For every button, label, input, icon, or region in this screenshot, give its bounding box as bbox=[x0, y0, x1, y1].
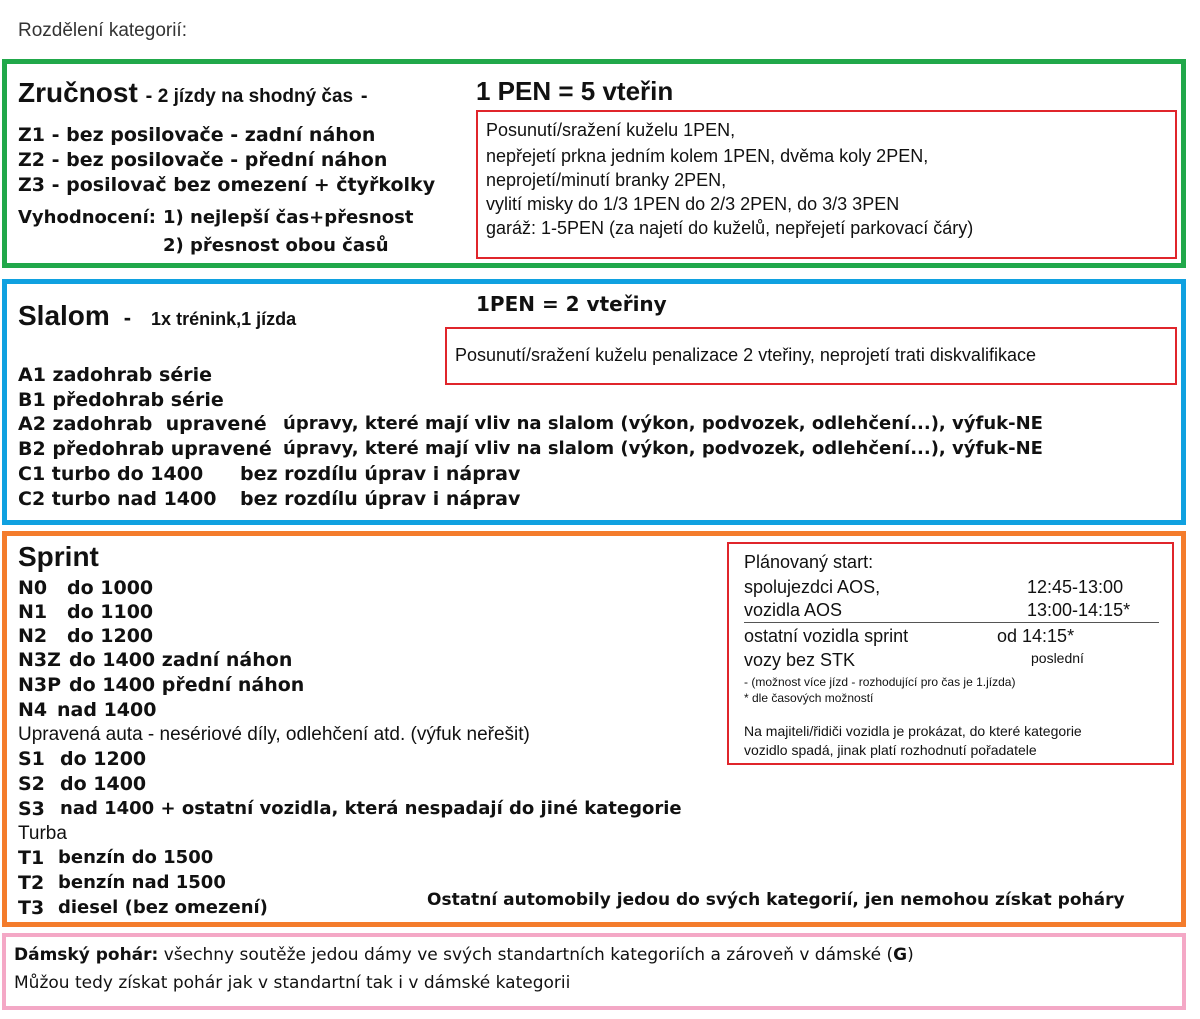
sprint-cat-desc: do 1000 bbox=[67, 577, 154, 599]
sprint-cat-code: N3P bbox=[18, 674, 62, 696]
slalom-cat-c2-desc: bez rozdílu úprav i náprav bbox=[240, 488, 521, 510]
zrucnost-cat-z3: Z3 - posilovač bez omezení + čtyřkolky bbox=[18, 174, 436, 196]
penalty-line: neprojetí/minutí branky 2PEN, bbox=[486, 170, 727, 190]
slalom-title: Slalom - 1x trénink,1 jízda bbox=[18, 300, 297, 331]
zrucnost-title-text: Zručnost bbox=[18, 77, 138, 108]
slalom-cat-c1: C1 turbo do 1400 bbox=[18, 463, 204, 485]
sprint-cat-code: S2 bbox=[18, 773, 45, 795]
slalom-cat-a1: A1 zadohrab série bbox=[18, 364, 212, 386]
schedule-note: - (možnost více jízd - rozhodující pro čas je 1.jízda) bbox=[744, 675, 1016, 689]
sprint-cat-desc: diesel (bez omezení) bbox=[58, 897, 268, 918]
sprint-cat-desc: benzín do 1500 bbox=[58, 847, 214, 868]
zrucnost-title: Zručnost - 2 jízdy na shodný čas - bbox=[18, 77, 368, 108]
damsky-label: Dámský pohár: bbox=[14, 945, 159, 965]
sprint-cat-desc: nad 1400 bbox=[57, 699, 157, 721]
slalom-cat-b1: B1 předohrab série bbox=[18, 389, 224, 411]
schedule-row-time: poslední bbox=[1031, 650, 1084, 666]
sprint-cat-code: N3Z bbox=[18, 649, 61, 671]
sprint-cat-code: N4 bbox=[18, 699, 48, 721]
slalom-cat-a2: A2 zadohrab upravené bbox=[18, 413, 267, 435]
damsky-text-1: všechny soutěže jedou dámy ve svých standartních kategoriích a zároveň v dámské ( bbox=[163, 945, 894, 965]
penalty-line: Posunutí/sražení kuželu 1PEN, bbox=[486, 120, 736, 140]
sprint-cat-code: T2 bbox=[18, 872, 45, 894]
damsky-line-2: Můžou tedy získat pohár jak v standartní tak i v dámské kategorii bbox=[14, 973, 571, 993]
zrucnost-eval-label: Vyhodnocení: bbox=[18, 207, 156, 228]
slalom-penalty-box bbox=[445, 327, 1177, 385]
slalom-subtitle: 1x trénink,1 jízda bbox=[151, 309, 297, 329]
sprint-cat-code: T3 bbox=[18, 897, 45, 919]
sprint-cat-desc: do 1200 bbox=[60, 748, 147, 770]
sprint-cat-desc: do 1400 přední náhon bbox=[69, 674, 305, 696]
sprint-cat-code: T1 bbox=[18, 847, 45, 869]
sprint-cat-code: N1 bbox=[18, 601, 48, 623]
sprint-cat-code: S1 bbox=[18, 748, 45, 770]
schedule-row-label: spolujezdci AOS, bbox=[744, 577, 881, 597]
schedule-row-time: 12:45-13:00 bbox=[1027, 577, 1124, 597]
schedule-row-time: 13:00-14:15* bbox=[1027, 600, 1131, 620]
schedule-row-time: od 14:15* bbox=[997, 626, 1075, 646]
sprint-cat-desc: do 1200 bbox=[67, 625, 154, 647]
schedule-note: Na majiteli/řidiči vozidla je prokázat, do které kategorie bbox=[744, 723, 1082, 739]
penalty-line: garáž: 1-5PEN (za najetí do kuželů, nepřejetí parkovací čáry) bbox=[486, 218, 974, 238]
zrucnost-eval-2: 2) přesnost obou časů bbox=[163, 235, 389, 256]
sprint-cat-code: N2 bbox=[18, 625, 48, 647]
damsky-g: G bbox=[893, 945, 908, 965]
slalom-cat-c1-desc: bez rozdílu úprav i náprav bbox=[240, 463, 521, 485]
damsky-text-1-end: ) bbox=[907, 945, 914, 965]
slalom-cat-c2: C2 turbo nad 1400 bbox=[18, 488, 217, 510]
schedule-note: vozidlo spadá, jinak platí rozhodnutí pořadatele bbox=[744, 742, 1037, 758]
zrucnost-penalty-box bbox=[476, 110, 1177, 259]
damsky-line-1 bbox=[14, 945, 914, 965]
zrucnost-cat-z2: Z2 - bez posilovače - přední náhon bbox=[18, 149, 388, 171]
schedule-note: * dle časových možností bbox=[744, 691, 874, 705]
schedule-row-label: vozy bez STK bbox=[744, 650, 856, 670]
penalty-line: nepřejetí prkna jedním kolem 1PEN, dvěma koly 2PEN, bbox=[486, 146, 929, 166]
sprint-upravena-heading: Upravená auta - nesériové díly, odlehčení atd. (výfuk neřešit) bbox=[18, 724, 530, 745]
sprint-others-note: Ostatní automobily jedou do svých kategorií, jen nemohou získat poháry bbox=[427, 890, 1125, 910]
zrucnost-cat-z1: Z1 - bez posilovače - zadní náhon bbox=[18, 124, 376, 146]
slalom-pen-rule: 1PEN = 2 vteřiny bbox=[476, 292, 667, 316]
sprint-title: Sprint bbox=[18, 541, 99, 572]
slalom-cat-b2: B2 předohrab upravené bbox=[18, 438, 272, 460]
schedule-row-label: ostatní vozidla sprint bbox=[744, 626, 909, 646]
sprint-cat-desc: nad 1400 + ostatní vozidla, která nespadají do jiné kategorie bbox=[60, 798, 682, 819]
zrucnost-pen-rule: 1 PEN = 5 vteřin bbox=[476, 76, 674, 106]
sprint-cat-desc: do 1400 zadní náhon bbox=[69, 649, 293, 671]
penalty-line: vylití misky do 1/3 1PEN do 2/3 2PEN, do 3/3 3PEN bbox=[486, 194, 900, 214]
sprint-cat-code: S3 bbox=[18, 798, 45, 820]
schedule-row-label: vozidla AOS bbox=[744, 600, 843, 620]
schedule-heading: Plánovaný start: bbox=[744, 552, 874, 572]
zrucnost-dash: - bbox=[145, 85, 158, 107]
zrucnost-eval-1: 1) nejlepší čas+přesnost bbox=[163, 207, 414, 228]
slalom-cat-a2-desc: úpravy, které mají vliv na slalom (výkon, podvozek, odlehčení...), výfuk-NE bbox=[283, 413, 1043, 434]
schedule-divider bbox=[744, 622, 1159, 623]
sprint-schedule-box bbox=[727, 542, 1174, 765]
page-title: Rozdělení kategorií: bbox=[18, 20, 187, 41]
zrucnost-subtitle: 2 jízdy na shodný čas bbox=[157, 86, 354, 107]
slalom-title-text: Slalom bbox=[18, 300, 110, 331]
slalom-cat-b2-desc: úpravy, které mají vliv na slalom (výkon, podvozek, odlehčení...), výfuk-NE bbox=[283, 438, 1043, 459]
sprint-turba-heading: Turba bbox=[18, 823, 67, 844]
slalom-penalty-text: Posunutí/sražení kuželu penalizace 2 vteřiny, neprojetí trati diskvalifikace bbox=[455, 345, 1036, 365]
sprint-cat-desc: benzín nad 1500 bbox=[58, 872, 226, 893]
sprint-cat-desc: do 1100 bbox=[67, 601, 154, 623]
sprint-cat-code: N0 bbox=[18, 577, 48, 599]
sprint-cat-desc: do 1400 bbox=[60, 773, 147, 795]
